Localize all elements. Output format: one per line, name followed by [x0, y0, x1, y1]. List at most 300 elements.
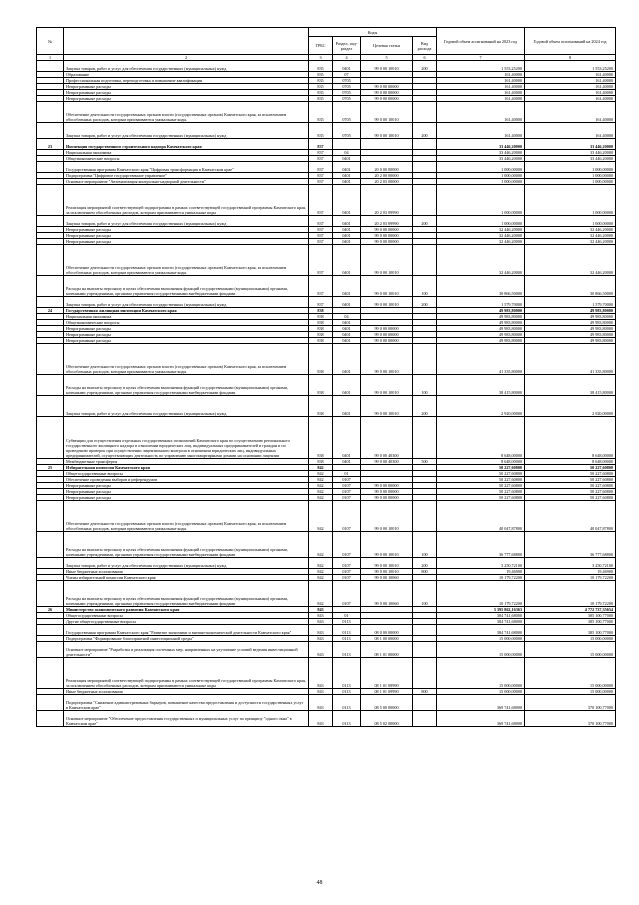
row-amount-2024-cell: 370 100,77000	[525, 695, 616, 711]
row-amount-2024-cell: 1 579,70000	[525, 297, 616, 308]
row-name-cell: Общеэкономические вопросы	[64, 156, 309, 162]
row-vr-cell	[413, 658, 437, 689]
row-amount-2023-cell: 50 227,60800	[437, 471, 525, 477]
row-razdel-cell: 0113	[333, 619, 361, 625]
row-csr-cell: 99 0 00 10060	[361, 575, 413, 581]
row-razdel-cell: 0401	[333, 227, 361, 233]
row-name-cell: Министерство экономического развития Камчатского края	[64, 607, 309, 613]
row-vr-cell	[413, 711, 437, 727]
row-amount-2023-cell: 50 227,60800	[437, 489, 525, 495]
row-grbs-cell: 842	[309, 558, 333, 569]
row-razdel-cell: 0401	[333, 179, 361, 185]
row-razdel-cell: 0705	[333, 90, 361, 96]
row-amount-2023-cell: 1 000,00000	[437, 185, 525, 216]
row-amount-2024-cell: 49 983,80000	[525, 326, 616, 332]
row-grbs-cell: 837	[309, 227, 333, 233]
row-vr-cell	[413, 245, 437, 276]
row-name-cell: Обеспечение проведения выборов и референдумов	[64, 477, 309, 483]
row-amount-2024-cell: 36 777,68800	[525, 532, 616, 558]
row-razdel-cell: 0401	[333, 459, 361, 465]
row-amount-2024-cell: 33 446,20000	[525, 156, 616, 162]
row-csr-cell: 99 0 00 10010	[361, 61, 413, 72]
row-amount-2023-cell: 161,40000	[437, 90, 525, 96]
row-grbs-cell: 842	[309, 477, 333, 483]
row-name-cell: Закупка товаров, работ и услуг для обеспечения государственных (муниципальных) нужд	[64, 396, 309, 417]
row-number-cell	[37, 581, 64, 607]
row-name-cell: Расходы на выплаты персоналу в целях обеспечения выполнения функций государственными (муниципальными) органами, казенными учреждениями, органами управления государственными внебюджетными фондами	[64, 276, 309, 297]
row-vr-cell: 200	[413, 61, 437, 72]
row-amount-2024-cell: 10 179,72200	[525, 575, 616, 581]
row-name-cell: Подпрограмма "Цифровое государственное управление"	[64, 173, 309, 179]
row-amount-2023-cell: 32 446,20000	[437, 233, 525, 239]
row-amount-2024-cell: 1 000,00000	[525, 179, 616, 185]
row-razdel-cell: 0401	[333, 326, 361, 332]
row-name-cell: Национальная экономика	[64, 314, 309, 320]
row-razdel-cell: 01	[333, 471, 361, 477]
row-vr-cell	[413, 695, 437, 711]
row-grbs-cell: 837	[309, 173, 333, 179]
table-row	[37, 695, 616, 711]
col-index: 4	[333, 55, 361, 61]
row-amount-2024-cell: 49 983,80000	[525, 308, 616, 314]
table-row	[37, 276, 616, 297]
row-grbs-cell: 837	[309, 139, 333, 150]
row-grbs-cell: 842	[309, 471, 333, 477]
row-csr-cell: 08 1 01 00000	[361, 642, 413, 658]
row-amount-2023-cell: 1 000,00000	[437, 216, 525, 227]
row-vr-cell: 500	[413, 459, 437, 465]
row-amount-2023-cell: 161,40000	[437, 123, 525, 139]
row-number-cell	[37, 417, 64, 459]
row-grbs-cell: 842	[309, 465, 333, 471]
row-amount-2024-cell: 1 000,00000	[525, 173, 616, 179]
col-razdel-header: Раздел, под-раздел	[333, 37, 361, 55]
row-amount-2023-cell: 1 579,70000	[437, 297, 525, 308]
row-amount-2023-cell: 161,40000	[437, 78, 525, 84]
row-grbs-cell: 843	[309, 625, 333, 636]
row-razdel-cell: 0113	[333, 689, 361, 695]
row-csr-cell: 99 0 00 10060	[361, 581, 413, 607]
row-grbs-cell: 837	[309, 162, 333, 173]
col-index: 5	[361, 55, 413, 61]
col-num-header: №	[37, 28, 64, 55]
table-header	[37, 28, 616, 61]
row-amount-2024-cell: 8 648,00000	[525, 459, 616, 465]
row-grbs-cell: 842	[309, 501, 333, 532]
row-amount-2023-cell: 161,40000	[437, 84, 525, 90]
row-name-cell: Основное мероприятие "Автоматизация контрольно-надзорной деятельности"	[64, 179, 309, 185]
row-amount-2024-cell: 40 047,87800	[525, 501, 616, 532]
col-csr-header: Целевая статья	[361, 37, 413, 55]
row-grbs-cell: 835	[309, 96, 333, 102]
row-amount-2024-cell: 33 446,20000	[525, 150, 616, 156]
row-number-cell	[37, 642, 64, 658]
row-number-cell	[37, 185, 64, 216]
row-csr-cell: 99 0 00 10010	[361, 375, 413, 396]
row-amount-2024-cell: 4 772 737,35654	[525, 607, 616, 613]
table-row	[37, 581, 616, 607]
row-amount-2024-cell: 41 335,80000	[525, 344, 616, 375]
row-name-cell: Реализация мероприятий соответствующей подпрограммы в рамках соответствующей государственной программы Камчатского края, за исключением обособленных расходов, которым присваиваются уникальные коды	[64, 658, 309, 689]
col-index: 8	[525, 55, 616, 61]
row-name-cell: Члены избирательной комиссии Камчатского края	[64, 575, 309, 581]
row-csr-cell: 99 0 00 10010	[361, 102, 413, 123]
row-amount-2024-cell: 15 000,00000	[525, 636, 616, 642]
row-grbs-cell: 838	[309, 308, 333, 314]
table-row	[37, 297, 616, 308]
row-amount-2024-cell: 50 227,60800	[525, 483, 616, 489]
row-name-cell: Общегосударственные вопросы	[64, 471, 309, 477]
row-name-cell: Непрограммные расходы	[64, 233, 309, 239]
row-amount-2023-cell: 33 446,20000	[437, 150, 525, 156]
row-razdel-cell: 0401	[333, 239, 361, 245]
row-name-cell: Основное мероприятие "Разработка и реализация системных мер, направленных на улучшение условий ведения инвестиционной деятельности"	[64, 642, 309, 658]
row-amount-2023-cell: 3 250,72100	[437, 558, 525, 569]
row-amount-2024-cell: 161,40000	[525, 102, 616, 123]
row-vr-cell	[413, 625, 437, 636]
row-name-cell: Другие общегосударственные вопросы	[64, 619, 309, 625]
row-grbs-cell: 842	[309, 489, 333, 495]
row-name-cell: Обеспечение деятельности государственных органов власти (государственных органов) Камчатского края, за исключением обособленных расходов, которым присваиваются уникальные коды.	[64, 501, 309, 532]
row-csr-cell: 99 0 00 10010	[361, 276, 413, 297]
row-csr-cell: 99 0 00 00000	[361, 489, 413, 495]
table-row	[37, 558, 616, 569]
row-grbs-cell: 838	[309, 396, 333, 417]
row-number-cell	[37, 695, 64, 711]
row-razdel-cell: 01	[333, 613, 361, 619]
row-number-cell	[37, 61, 64, 72]
row-amount-2023-cell: 384 741,68000	[437, 625, 525, 636]
row-amount-2023-cell: 15 000,00000	[437, 642, 525, 658]
table-row	[37, 162, 616, 173]
row-csr-cell: 99 0 00 00000	[361, 84, 413, 90]
row-amount-2024-cell: 161,40000	[525, 78, 616, 84]
row-amount-2023-cell: 32 446,20000	[437, 227, 525, 233]
row-razdel-cell: 0113	[333, 625, 361, 636]
table-row	[37, 344, 616, 375]
table-row	[37, 123, 616, 139]
row-amount-2024-cell: 50 227,60800	[525, 471, 616, 477]
row-name-cell: Основное мероприятие "Обеспечение предоставления государственных и муниципальных услуг по принципу "одного окна" в Камчатском крае"	[64, 711, 309, 727]
row-razdel-cell: 0401	[333, 332, 361, 338]
row-number-cell	[37, 658, 64, 689]
row-razdel-cell: 0107	[333, 581, 361, 607]
row-csr-cell: 99 0 00 00000	[361, 233, 413, 239]
row-name-cell: Непрограммные расходы	[64, 90, 309, 96]
table-row	[37, 625, 616, 636]
row-grbs-cell: 837	[309, 216, 333, 227]
row-grbs-cell: 835	[309, 84, 333, 90]
row-amount-2023-cell: 161,40000	[437, 72, 525, 78]
row-csr-cell: 99 0 00 10010	[361, 501, 413, 532]
row-amount-2024-cell: 30 866,50000	[525, 276, 616, 297]
row-name-cell: Подпрограмма "Формирование благоприятной инвестиционной среды"	[64, 636, 309, 642]
row-grbs-cell: 835	[309, 61, 333, 72]
row-name-cell: Непрограммные расходы	[64, 495, 309, 501]
row-amount-2023-cell: 1 000,00000	[437, 162, 525, 173]
row-csr-cell: 99 0 00 10010	[361, 123, 413, 139]
row-amount-2023-cell: 49 983,80000	[437, 308, 525, 314]
row-grbs-cell: 843	[309, 689, 333, 695]
row-amount-2024-cell: 161,40000	[525, 72, 616, 78]
row-razdel-cell: 0107	[333, 532, 361, 558]
col-index: 1	[37, 55, 64, 61]
row-vr-cell: 200	[413, 558, 437, 569]
row-name-cell: Расходы на выплаты персоналу в целях обеспечения выполнения функций государственными (муниципальными) органами, казенными учреждениями, органами управления государственными внебюджетными фондами	[64, 375, 309, 396]
table-row	[37, 658, 616, 689]
row-grbs-cell: 838	[309, 326, 333, 332]
row-grbs-cell: 837	[309, 233, 333, 239]
row-vr-cell: 200	[413, 396, 437, 417]
row-razdel-cell: 0107	[333, 477, 361, 483]
col-grbs-header: ГРБС	[309, 37, 333, 55]
row-vr-cell: 200	[413, 123, 437, 139]
row-amount-2024-cell: 1 000,00000	[525, 162, 616, 173]
row-name-cell: Непрограммные расходы	[64, 227, 309, 233]
col-index: 2	[64, 55, 309, 61]
row-name-cell: Национальная экономика	[64, 150, 309, 156]
table-row	[37, 642, 616, 658]
row-number-cell	[37, 396, 64, 417]
col-2023-header: Годовой объем ассигнований на 2023 год	[437, 28, 525, 55]
row-razdel-cell: 0107	[333, 558, 361, 569]
row-name-cell: Инспекция государственного строительного надзора Камчатского края	[64, 139, 309, 150]
row-grbs-cell: 837	[309, 156, 333, 162]
row-csr-cell: 99 0 00 10010	[361, 245, 413, 276]
row-csr-cell: 08 0 00 00000	[361, 625, 413, 636]
row-grbs-cell: 835	[309, 102, 333, 123]
row-amount-2023-cell: 384 741,68000	[437, 613, 525, 619]
row-csr-cell: 99 0 00 00000	[361, 495, 413, 501]
row-grbs-cell: 843	[309, 636, 333, 642]
row-amount-2023-cell: 41 335,80000	[437, 344, 525, 375]
row-name-cell: Обеспечение деятельности государственных органов власти (государственных органов) Камчатского края, за исключением обособленных расходов, которым присваиваются уникальные коды.	[64, 102, 309, 123]
budget-table	[36, 27, 616, 727]
row-amount-2023-cell: 15 000,00000	[437, 658, 525, 689]
row-vr-cell: 100	[413, 581, 437, 607]
row-amount-2023-cell: 50 227,60800	[437, 465, 525, 471]
row-razdel-cell: 0107	[333, 489, 361, 495]
row-csr-cell	[361, 139, 413, 150]
row-grbs-cell: 838	[309, 332, 333, 338]
row-amount-2023-cell: 8 648,00000	[437, 417, 525, 459]
row-amount-2024-cell: 2 920,00000	[525, 396, 616, 417]
row-name-cell: Непрограммные расходы	[64, 489, 309, 495]
row-amount-2023-cell: 50 227,60800	[437, 477, 525, 483]
row-csr-cell: 08 1 00 00000	[361, 636, 413, 642]
row-name-cell: Непрограммные расходы	[64, 483, 309, 489]
row-razdel-cell: 0107	[333, 569, 361, 575]
row-csr-cell: 99 0 00 00000	[361, 90, 413, 96]
row-name-cell: Непрограммные расходы	[64, 96, 309, 102]
row-csr-cell: 08 1 01 09990	[361, 689, 413, 695]
row-grbs-cell: 837	[309, 185, 333, 216]
row-razdel-cell: 0401	[333, 276, 361, 297]
row-amount-2023-cell: 1 000,00000	[437, 173, 525, 179]
row-amount-2023-cell: 49 983,80000	[437, 338, 525, 344]
row-razdel-cell: 0107	[333, 575, 361, 581]
budget-table-sheet	[36, 27, 615, 727]
row-name-cell: Субвенции для осуществления отдельных государственных полномочий Камчатского края по осуществлению регионального государственного жилищного надзора в отношении юридических лиц, индивидуальных предпринимателей и граждан и по проведению проверок при осуществлении лицензионного контроля в отношении юридических лиц, индивидуальных предпринимателей, осуществляющих деятельность по управлению многоквартирными домами на основании лицензии	[64, 417, 309, 459]
row-csr-cell: 99 0 00 00000	[361, 326, 413, 332]
row-vr-cell	[413, 162, 437, 173]
table-row	[37, 245, 616, 276]
row-csr-cell: 99 0 00 10010	[361, 569, 413, 575]
row-number-cell	[37, 344, 64, 375]
row-csr-cell: 99 0 00 00000	[361, 227, 413, 233]
row-vr-cell	[413, 344, 437, 375]
row-amount-2023-cell: 10 179,72200	[437, 575, 525, 581]
row-number-cell: 26	[37, 607, 64, 613]
col-index: 3	[309, 55, 333, 61]
row-amount-2023-cell: 8 648,00000	[437, 459, 525, 465]
row-amount-2023-cell: 36 777,68800	[437, 532, 525, 558]
row-number-cell	[37, 558, 64, 569]
row-vr-cell: 100	[413, 375, 437, 396]
table-row	[37, 185, 616, 216]
row-name-cell: Межбюджетные трансферты	[64, 459, 309, 465]
row-amount-2024-cell: 15 000,00000	[525, 642, 616, 658]
table-row	[37, 216, 616, 227]
row-amount-2023-cell: 33 446,20000	[437, 156, 525, 162]
row-csr-cell: 20 2 03 09990	[361, 216, 413, 227]
row-name-cell: Реализация мероприятий соответствующей подпрограммы в рамках соответствующей государственной программы Камчатского края, за исключением обособленных расходов, которым присваиваются уникальные коды	[64, 185, 309, 216]
row-razdel-cell: 0401	[333, 156, 361, 162]
row-grbs-cell: 843	[309, 619, 333, 625]
row-number-cell	[37, 162, 64, 173]
row-csr-cell: 99 0 00 00000	[361, 96, 413, 102]
row-grbs-cell: 843	[309, 607, 333, 613]
row-grbs-cell: 843	[309, 711, 333, 727]
row-amount-2024-cell: 161,40000	[525, 90, 616, 96]
row-grbs-cell: 838	[309, 459, 333, 465]
table-row	[37, 375, 616, 396]
row-number-cell	[37, 123, 64, 139]
row-amount-2024-cell: 49 983,80000	[525, 314, 616, 320]
row-grbs-cell: 843	[309, 695, 333, 711]
row-grbs-cell: 835	[309, 78, 333, 84]
row-vr-cell: 100	[413, 276, 437, 297]
row-name-cell: Обеспечение деятельности государственных органов власти (государственных органов) Камчатского края, за исключением обособленных расходов, которым присваиваются уникальные коды.	[64, 344, 309, 375]
row-razdel-cell: 0401	[333, 396, 361, 417]
row-csr-cell: 99 0 00 40300	[361, 459, 413, 465]
row-grbs-cell: 838	[309, 375, 333, 396]
row-grbs-cell: 842	[309, 495, 333, 501]
row-amount-2024-cell: 385 100,77000	[525, 619, 616, 625]
row-grbs-cell: 843	[309, 642, 333, 658]
row-number-cell	[37, 532, 64, 558]
row-razdel-cell: 0113	[333, 636, 361, 642]
row-amount-2024-cell: 32 446,20000	[525, 233, 616, 239]
row-amount-2023-cell: 19,46900	[437, 569, 525, 575]
row-amount-2024-cell: 8 648,00000	[525, 417, 616, 459]
row-amount-2024-cell: 370 100,77000	[525, 711, 616, 727]
row-number-cell	[37, 625, 64, 636]
row-razdel-cell: 0401	[333, 245, 361, 276]
row-vr-cell: 200	[413, 297, 437, 308]
row-razdel-cell: 0401	[333, 375, 361, 396]
row-number-cell	[37, 102, 64, 123]
row-csr-cell: 99 0 00 00000	[361, 239, 413, 245]
row-csr-cell: 99 0 00 10010	[361, 344, 413, 375]
row-csr-cell: 99 0 00 10010	[361, 532, 413, 558]
row-name-cell: Расходы на выплаты персоналу в целях обеспечения выполнения функций государственными (муниципальными) органами, казенными учреждениями, органами управления государственными внебюджетными фондами	[64, 532, 309, 558]
row-amount-2024-cell: 161,40000	[525, 96, 616, 102]
row-razdel-cell: 0401	[333, 233, 361, 239]
row-number-cell	[37, 216, 64, 227]
row-amount-2024-cell: 49 983,80000	[525, 320, 616, 326]
row-grbs-cell: 835	[309, 72, 333, 78]
row-grbs-cell: 837	[309, 276, 333, 297]
row-csr-cell: 20 2 03 00000	[361, 179, 413, 185]
row-name-cell: Закупка товаров, работ и услуг для обеспечения государственных (муниципальных) нужд	[64, 61, 309, 72]
row-csr-cell: 99 0 00 00000	[361, 483, 413, 489]
row-razdel-cell: 0401	[333, 185, 361, 216]
row-number-cell: 24	[37, 308, 64, 314]
row-grbs-cell: 842	[309, 581, 333, 607]
row-name-cell: Закупка товаров, работ и услуг для обеспечения государственных (муниципальных) нужд	[64, 123, 309, 139]
row-amount-2023-cell: 49 983,80000	[437, 314, 525, 320]
row-number-cell: 23	[37, 139, 64, 150]
row-amount-2023-cell: 161,40000	[437, 96, 525, 102]
row-name-cell: Расходы на выплаты персоналу в целях обеспечения выполнения функций государственными (муниципальными) органами, казенными учреждениями, органами управления государственными внебюджетными фондами	[64, 581, 309, 607]
row-razdel-cell: 04	[333, 314, 361, 320]
row-amount-2024-cell: 1 553,25200	[525, 61, 616, 72]
row-name-cell: Непрограммные расходы	[64, 332, 309, 338]
col-vr-header: Вид расхода	[413, 37, 437, 55]
row-grbs-cell: 837	[309, 179, 333, 185]
row-vr-cell	[413, 185, 437, 216]
row-grbs-cell: 842	[309, 532, 333, 558]
row-grbs-cell: 842	[309, 575, 333, 581]
row-amount-2024-cell: 15 000,00000	[525, 689, 616, 695]
row-csr-cell: 08 5 00 00000	[361, 695, 413, 711]
row-razdel-cell: 0401	[333, 417, 361, 459]
row-amount-2024-cell: 1 000,00000	[525, 216, 616, 227]
row-grbs-cell: 835	[309, 90, 333, 96]
table-row	[37, 501, 616, 532]
row-amount-2023-cell: 2 920,00000	[437, 396, 525, 417]
row-vr-cell	[413, 501, 437, 532]
row-razdel-cell: 0401	[333, 320, 361, 326]
table-row	[37, 711, 616, 727]
row-name-cell: Государственная жилищная инспекция Камчатского края	[64, 308, 309, 314]
row-number-cell	[37, 711, 64, 727]
col-index: 7	[437, 55, 525, 61]
row-name-cell: Подпрограмма "Снижение административных барьеров, повышение качества предоставления и доступности государственных услуг в Камчатском крае"	[64, 695, 309, 711]
row-grbs-cell: 843	[309, 658, 333, 689]
row-vr-cell: 100	[413, 532, 437, 558]
row-razdel-cell: 0401	[333, 297, 361, 308]
row-razdel-cell: 0107	[333, 483, 361, 489]
row-vr-cell: 800	[413, 569, 437, 575]
row-amount-2023-cell: 3 395 862,16363	[437, 607, 525, 613]
row-razdel-cell: 04	[333, 150, 361, 156]
row-amount-2024-cell: 19,46900	[525, 569, 616, 575]
row-razdel-cell: 0113	[333, 642, 361, 658]
row-amount-2024-cell: 15 000,00000	[525, 658, 616, 689]
row-vr-cell: 200	[413, 216, 437, 227]
table-row	[37, 532, 616, 558]
row-razdel-cell: 0113	[333, 695, 361, 711]
row-amount-2024-cell: 1 000,00000	[525, 185, 616, 216]
row-grbs-cell: 843	[309, 613, 333, 619]
codes-header: Коды	[309, 28, 437, 37]
row-grbs-cell: 837	[309, 150, 333, 156]
row-razdel-cell: 0401	[333, 162, 361, 173]
row-name-cell: Закупка товаров, работ и услуг для обеспечения государственных (муниципальных) нужд	[64, 297, 309, 308]
row-razdel-cell: 0401	[333, 61, 361, 72]
